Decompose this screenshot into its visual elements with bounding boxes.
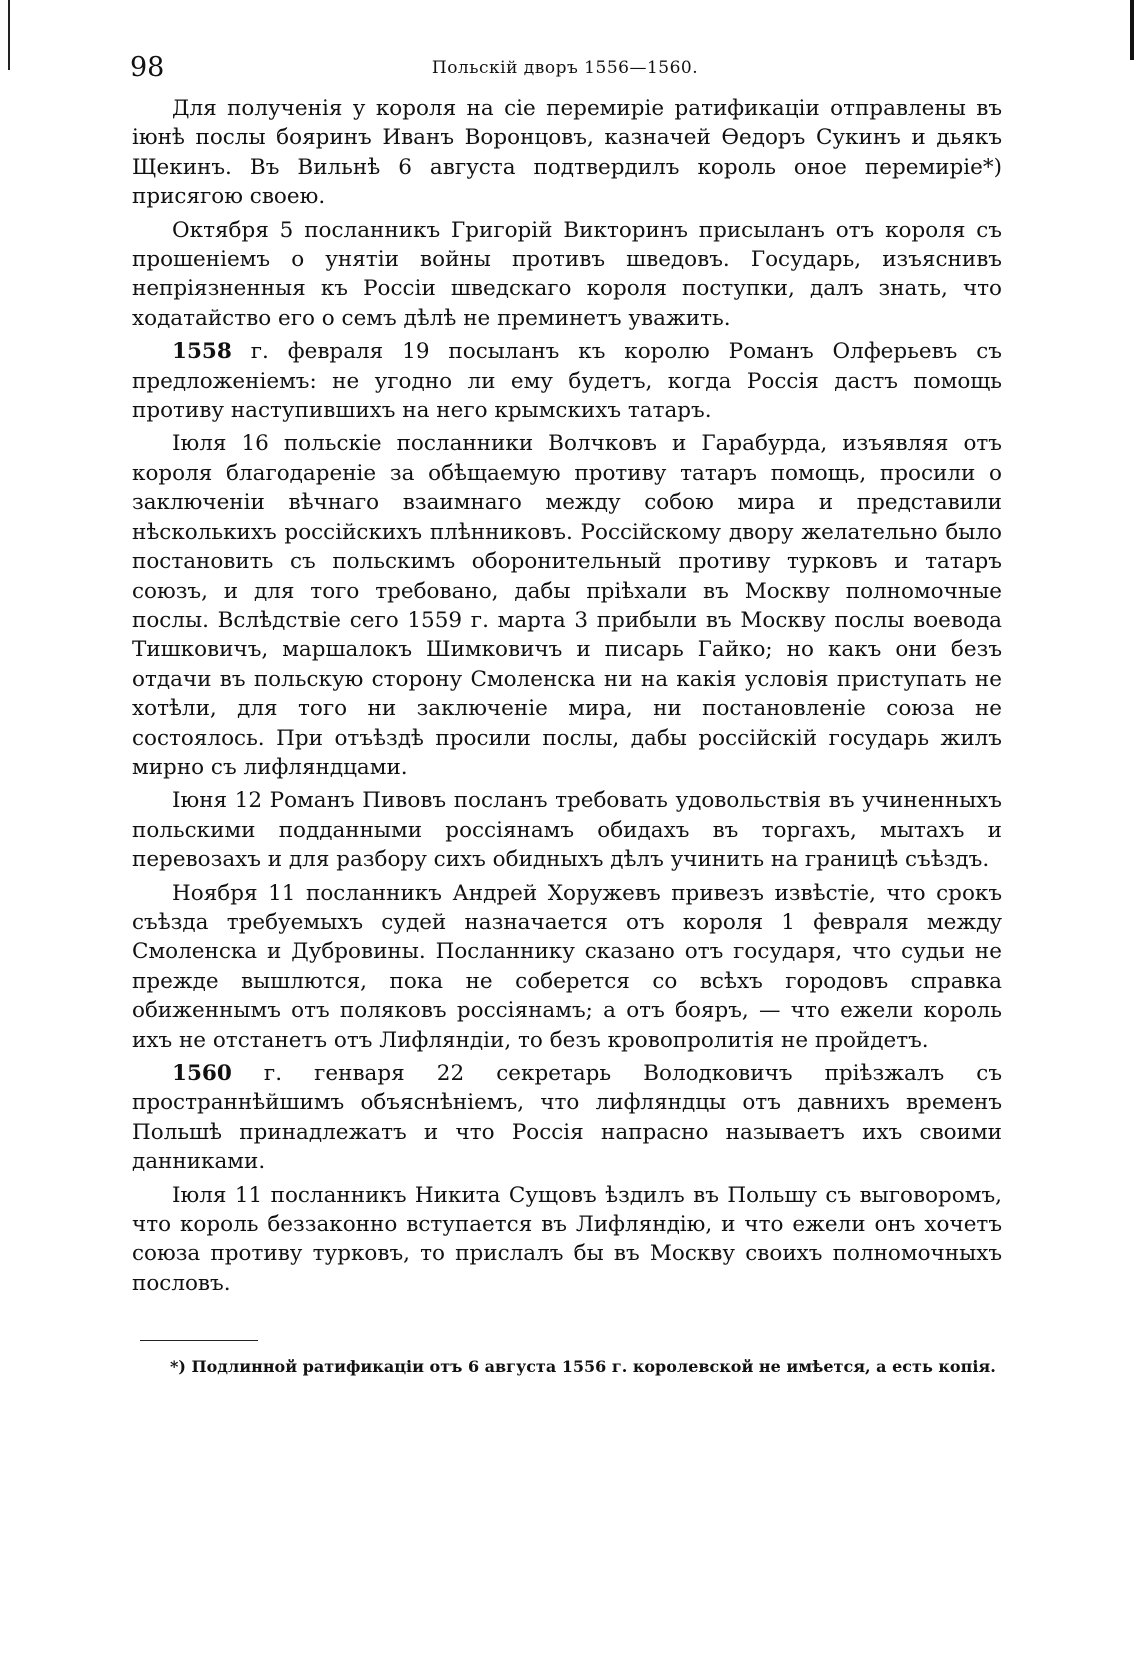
scan-edge-mark	[1130, 0, 1134, 1667]
paragraph-text: Іюля 11 посланникъ Никита Сущовъ ѣздилъ въ Польшу съ выговоромъ, что король беззаконно вступается въ Лифляндію, и что ежели онъ хочетъ союза противу турковъ, то прислалъ бы въ Москву своихъ полномочныхъ пословъ.	[132, 1182, 1002, 1296]
paragraph-text: г. генваря 22 секретарь Володковичъ пріѣзжалъ съ пространнѣйшимъ объяснѣніемъ, что лифляндцы отъ давнихъ временъ Польшѣ принадлежатъ и что Россія напрасно называетъ ихъ своими данниками.	[132, 1061, 1002, 1175]
paragraph	[132, 879, 1002, 1055]
paragraph	[132, 1059, 1002, 1177]
body-text	[132, 94, 1002, 1302]
footnote: *) Подлинной ратификаціи отъ 6 августа 1556 г. королевской не имѣется, а есть копія.	[170, 1357, 996, 1376]
paragraph-text: Іюля 16 польскіе посланники Волчковъ и Гарабурда, изъявляя отъ короля благодареніе за обѣщаемую противу татаръ помощь, просили о заключеніи вѣчнаго взаимнаго между собою мира и представили нѣсколькихъ россійскихъ плѣнниковъ. Россійскому двору желательно было постановить съ польскимъ оборонительный противу турковъ и татаръ союзъ, и для того требовано, дабы пріѣхали въ Москву полномочные послы. Вслѣдствіе сего 1559 г. марта 3 прибыли въ Москву послы воевода Тишковичъ, маршалокъ Шимковичъ и писарь Гайко; но какъ они безъ отдачи въ польскую сторону Смоленска ни на какія условія приступать не хотѣли, для того ни заключеніе мира, ни постановленіе союза не состоялось. При отъѣздѣ просили послы, дабы россійскій государь жилъ мирно съ лифляндцами.	[132, 431, 1002, 780]
paragraph-year: 1560	[172, 1061, 232, 1086]
paragraph	[132, 337, 1002, 425]
paragraph	[132, 786, 1002, 874]
page-number: 98	[130, 52, 165, 83]
running-title: Польскій дворъ 1556—1560.	[431, 58, 699, 78]
paragraph	[132, 429, 1002, 782]
paragraph-text: Октября 5 посланникъ Григорій Викторинъ присыланъ отъ короля съ прошеніемъ о унятіи войны противъ шведовъ. Государь, изъяснивъ непріязненныя къ Россіи шведскаго короля поступки, далъ знать, что ходатайство его о семъ дѣлѣ не преминетъ уважить.	[132, 217, 1002, 331]
paragraph-text: г. февраля 19 посыланъ къ королю Романъ Олферьевъ съ предложеніемъ: не угодно ли ему будетъ, когда Россія дастъ помощь противу наступившихъ на него крымскихъ татаръ.	[132, 339, 1002, 424]
paragraph-year: 1558	[172, 339, 232, 365]
paragraph-text: Ноября 11 посланникъ Андрей Хоружевъ привезъ извѣстіе, что срокъ съѣзда требуемыхъ судей назначается отъ короля 1 февраля между Смоленска и Дубровины. Посланнику сказано отъ государя, что судьи не прежде вышлются, пока не соберется со всѣхъ городовъ справка обиженнымъ отъ поляковъ россіянамъ; а отъ бояръ, — что ежели король ихъ не отстанетъ отъ Лифляндіи, то безъ кровопролитія не пройдетъ.	[132, 880, 1002, 1053]
paragraph	[132, 94, 1002, 212]
paragraph	[132, 1181, 1002, 1299]
paragraph-text: Для полученія у короля на сіе перемиріе ратификаціи отправлены въ іюнѣ послы бояринъ Иванъ Воронцовъ, казначей Өедоръ Сукинъ и дьякъ Щекинъ. Въ Вильнѣ 6 августа подтвердилъ король оное перемиріе*) присягою своею.	[132, 96, 1002, 210]
paragraph-text: Іюня 12 Романъ Пивовъ посланъ требовать удовольствія въ учиненныхъ польскими подданными россіянамъ обидахъ въ торгахъ, мытахъ и перевозахъ и для разбору сихъ обидныхъ дѣлъ учинить на границѣ съѣздъ.	[132, 788, 1002, 873]
footnote-divider	[140, 1340, 258, 1341]
scan-edge-mark	[8, 0, 10, 70]
page-header	[130, 52, 1000, 84]
paragraph	[132, 216, 1002, 334]
